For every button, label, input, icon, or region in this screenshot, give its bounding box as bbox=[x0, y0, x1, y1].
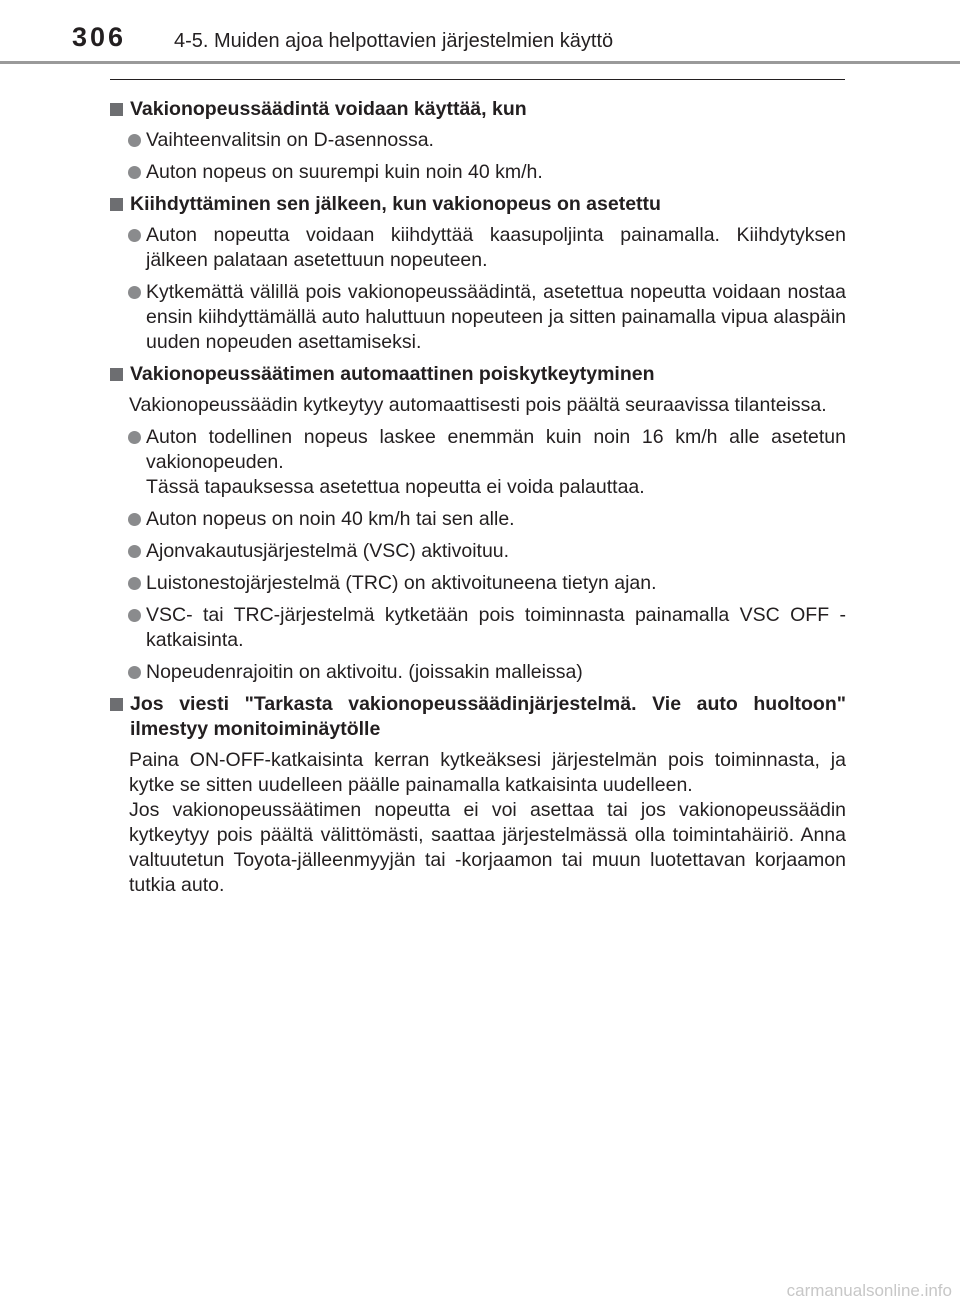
list-item: Vaihteenvalitsin on D-asennossa. bbox=[110, 128, 846, 153]
content-divider bbox=[110, 79, 845, 80]
section-heading: Jos viesti "Tarkasta vakionopeussäädinjärjestelmä. Vie auto huoltoon" ilmestyy monitoiminäytölle bbox=[110, 692, 846, 742]
header-divider bbox=[0, 61, 960, 64]
list-item: Ajonvakautusjärjestelmä (VSC) aktivoituu. bbox=[110, 539, 846, 564]
circle-bullet-icon bbox=[128, 229, 141, 242]
section-intro: Vakionopeussäädin kytkeytyy automaattisesti pois päältä seuraavissa tilanteissa. bbox=[129, 394, 827, 416]
circle-bullet-icon bbox=[128, 545, 141, 558]
chapter-title: 4-5. Muiden ajoa helpottavien järjestelmien käyttö bbox=[174, 30, 614, 52]
circle-bullet-icon bbox=[128, 286, 141, 299]
circle-bullet-icon bbox=[128, 166, 141, 179]
circle-bullet-icon bbox=[128, 431, 141, 444]
circle-bullet-icon bbox=[128, 134, 141, 147]
page-content bbox=[110, 90, 846, 905]
section-warning-message bbox=[110, 692, 846, 898]
section-acceleration bbox=[110, 192, 846, 355]
circle-bullet-icon bbox=[128, 513, 141, 526]
footer-watermark: carmanualsonline.info bbox=[786, 1281, 952, 1300]
list-item: Auton nopeutta voidaan kiihdyttää kaasupoljinta painamalla. Kiihdytyksen jälkeen palataan asetettuun nopeuteen. bbox=[110, 223, 846, 273]
section-cruise-conditions bbox=[110, 97, 846, 185]
list-item: Nopeudenrajoitin on aktivoitu. (joissakin malleissa) bbox=[110, 660, 846, 685]
section-heading: Kiihdyttäminen sen jälkeen, kun vakionopeus on asetettu bbox=[110, 192, 846, 217]
square-bullet-icon bbox=[110, 698, 123, 711]
section-heading: Vakionopeussäätimen automaattinen poiskytkeytyminen bbox=[110, 362, 846, 387]
page-header bbox=[0, 0, 960, 62]
list-item: Auton todellinen nopeus laskee enemmän kuin noin 16 km/h alle asetetun vakionopeuden. Tässä tapauksessa asetettua nopeutta ei voida palauttaa. bbox=[110, 425, 846, 500]
list-item: VSC- tai TRC-järjestelmä kytketään pois toiminnasta painamalla VSC OFF -katkaisinta. bbox=[110, 603, 846, 653]
list-item: Kytkemättä välillä pois vakionopeussäädintä, asetettua nopeutta voidaan nostaa ensin kiihdyttämällä auto haluttuun nopeuteen ja sitten painamalla vipua alaspäin uuden nopeuden asettamiseksi. bbox=[110, 280, 846, 355]
section-paragraph: Paina ON-OFF-katkaisinta kerran kytkeäksesi järjestelmän pois toiminnasta, ja kytke se sitten uudelleen päälle painamalla katkaisinta uudelleen. Jos vakionopeussäätimen nopeutta ei voi asettaa tai jos vakionopeussäädin kytkeytyy pois päältä välittömästi, saattaa järjestelmässä olla toimintahäiriö. Anna valtuutetun Toyota-jälleenmyyjän tai -korjaamon tai muun luotettavan korjaamon tutkia auto. bbox=[129, 749, 846, 896]
list-item: Auton nopeus on suurempi kuin noin 40 km/h. bbox=[110, 160, 846, 185]
square-bullet-icon bbox=[110, 103, 123, 116]
circle-bullet-icon bbox=[128, 666, 141, 679]
page-number: 306 bbox=[72, 22, 127, 52]
section-automatic-cancel bbox=[110, 362, 846, 685]
square-bullet-icon bbox=[110, 368, 123, 381]
list-item: Auton nopeus on noin 40 km/h tai sen alle. bbox=[110, 507, 846, 532]
square-bullet-icon bbox=[110, 198, 123, 211]
section-heading: Vakionopeussäädintä voidaan käyttää, kun bbox=[110, 97, 846, 122]
list-item: Luistonestojärjestelmä (TRC) on aktivoituneena tietyn ajan. bbox=[110, 571, 846, 596]
circle-bullet-icon bbox=[128, 577, 141, 590]
circle-bullet-icon bbox=[128, 609, 141, 622]
